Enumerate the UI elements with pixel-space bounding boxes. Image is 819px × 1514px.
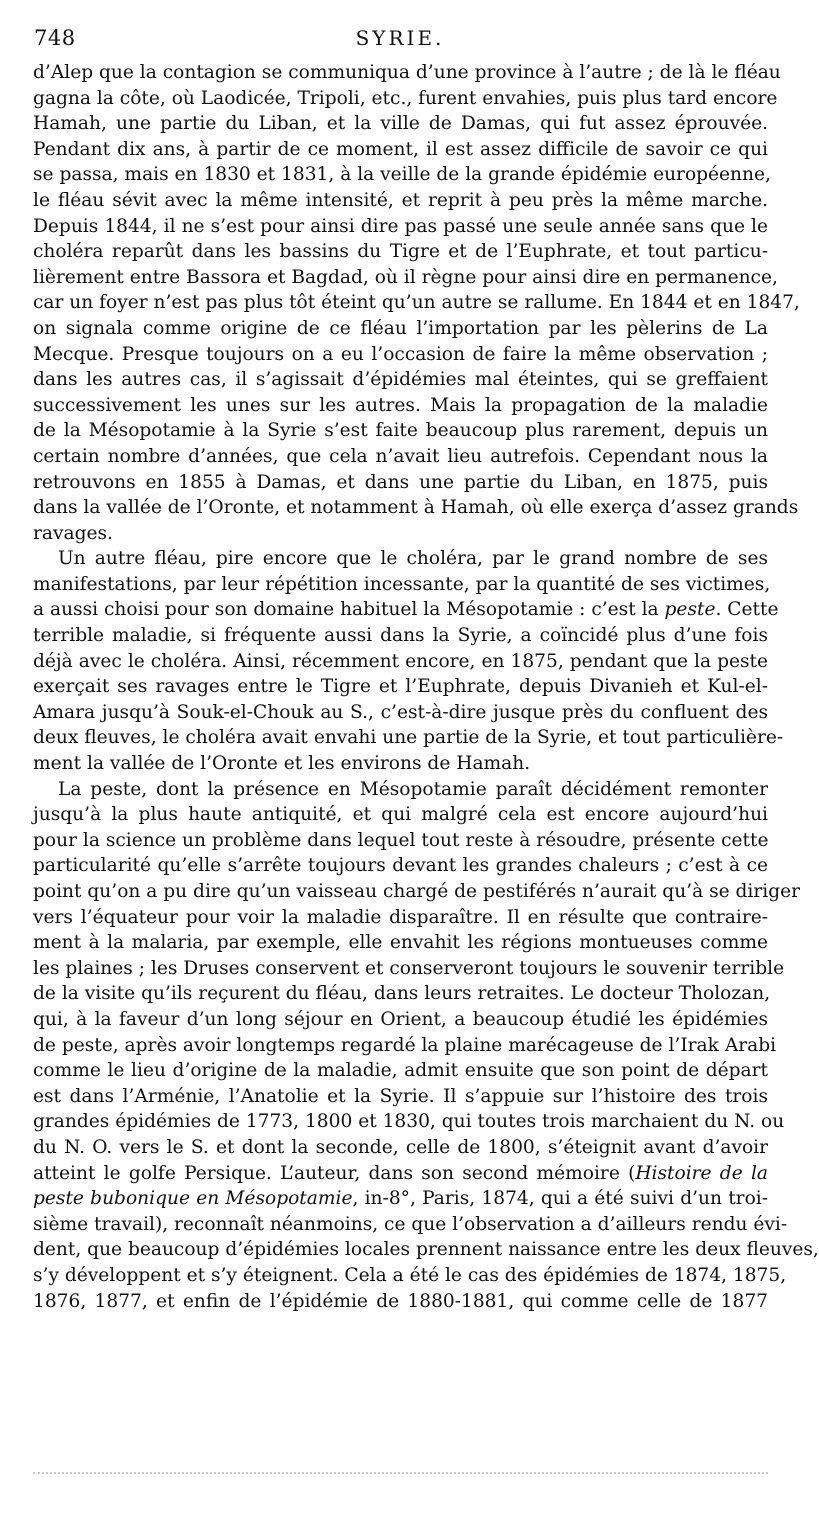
paragraph-1: [33, 60, 800, 546]
text-line: de peste, après avoir longtemps regardé la plaine marécageuse de l’Irak Arabi: [33, 1034, 777, 1056]
text-line: le fléau sévit avec la même intensité, et reprit à peu près la même marche.: [33, 189, 768, 211]
text-line: est dans l’Arménie, l’Anatolie et la Syrie. Il s’appuie sur l’histoire des trois: [33, 1085, 768, 1107]
text-line: Amara jusqu’à Souk-el-Chouk au S., c’est-à-dire jusque près du confluent des: [33, 701, 768, 723]
text-line: manifestations, par leur répétition incessante, par la quantité de ses victimes,: [33, 573, 771, 595]
text-line: comme le lieu d’origine de la maladie, admit ensuite que son point de départ: [33, 1060, 768, 1082]
text-line: de la Mésopotamie à la Syrie s’est faite beaucoup plus rarement, depuis un: [33, 420, 768, 442]
text-line: sième travail), reconnaît néanmoins, ce que l’observation a d’ailleurs rendu évi-: [33, 1213, 788, 1235]
text-line: [33, 1161, 768, 1187]
italic-title: Histoire de la: [635, 1162, 769, 1184]
text-line: [33, 597, 779, 623]
italic-term: peste: [664, 599, 716, 621]
text-line: les plaines ; les Druses conservent et conserveront toujours le souvenir terrible: [33, 957, 785, 979]
text-line: s’y développent et s’y éteignent. Cela a été le cas des épidémies de 1874, 1875,: [33, 1264, 787, 1286]
running-head: SYRIE.: [355, 26, 445, 50]
text-line: successivement les unes sur les autres. Mais la propagation de la maladie: [33, 394, 768, 416]
text-line: on signala comme origine de ce fléau l’importation par les pèlerins de La: [33, 317, 768, 339]
footer-rule: [33, 1472, 768, 1474]
text-line: choléra reparût dans les bassins du Tigre et de l’Euphrate, et tout particu-: [33, 241, 768, 263]
text-line: gagna la côte, où Laodicée, Tripoli, etc., furent envahies, puis plus tard encore: [33, 87, 778, 109]
text-line: certain nombre d’années, que cela n’avait lieu autrefois. Cependant nous la: [33, 445, 768, 467]
text-line: ravages.: [33, 522, 113, 544]
text-line: qui, à la faveur d’un long séjour en Orient, a beaucoup étudié les épidémies: [33, 1008, 768, 1030]
text-line: deux fleuves, le choléra avait envahi une partie de la Syrie, et tout particulière-: [33, 727, 784, 749]
text-line: dent, que beaucoup d’épidémies locales prennent naissance entre les deux fleuves,: [33, 1239, 819, 1261]
text-line: d’Alep que la contagion se communiqua d’une province à l’autre ; de là le fléau: [33, 62, 781, 83]
text-segment: atteint le golfe Persique. L’auteur, dans son second mémoire (: [33, 1162, 636, 1184]
text-line: ment la vallée de l’Oronte et les environs de Hamah.: [33, 753, 531, 775]
text-line: lièrement entre Bassora et Bagdad, où il règne pour ainsi dire en permanence,: [33, 266, 778, 288]
text-line: pour la science un problème dans lequel tout reste à résoudre, présente cette: [33, 829, 769, 851]
body-text: [33, 60, 819, 1314]
text-line: Mecque. Presque toujours on a eu l’occasion de faire la même observation ;: [33, 343, 768, 365]
text-line: particularité qu’elle s’arrête toujours devant les grandes chaleurs ; c’est à ce: [33, 855, 768, 877]
text-line: dans les autres cas, il s’agissait d’épidémies mal éteintes, qui se greffaient: [33, 369, 768, 391]
text-segment: a aussi choisi pour son domaine habituel la Mésopotamie : c’est la: [33, 599, 665, 621]
text-line: de la visite qu’ils reçurent du fléau, dans leurs retraites. Le docteur Tholozan,: [33, 983, 771, 1005]
text-line: Depuis 1844, il ne s’est pour ainsi dire pas passé une seule année sans que le: [33, 215, 768, 237]
text-line: point qu’on a pu dire qu’un vaisseau chargé de pestiférés n’aurait qu’à se diriger: [33, 881, 801, 902]
page-header: [30, 26, 770, 58]
text-line: jusqu’à la plus haute antiquité, et qui malgré cela est encore aujourd’hui: [33, 804, 768, 826]
text-segment: . Cette: [715, 599, 779, 621]
text-line: terrible maladie, si fréquente aussi dans la Syrie, a coïncidé plus d’une fois: [33, 625, 768, 647]
text-line: ment à la malaria, par exemple, elle envahit les régions montueuses comme: [33, 932, 768, 954]
text-line: Hamah, une partie du Liban, et la ville de Damas, qui fut assez éprouvée.: [33, 113, 768, 135]
text-line: dans la vallée de l’Oronte, et notamment à Hamah, où elle exerça d’assez grands: [33, 497, 799, 519]
text-line: vers l’équateur pour voir la maladie disparaître. Il en résulte que contraire-: [33, 906, 768, 928]
italic-title: peste bubonique en Mésopotamie: [33, 1188, 353, 1210]
text-segment: , in-8°, Paris, 1874, qui a été suivi d’un troi-: [352, 1188, 768, 1210]
text-line: [33, 1186, 768, 1212]
text-line: déjà avec le choléra. Ainsi, récemment encore, en 1875, pendant que la peste: [33, 650, 768, 672]
text-line: car un foyer n’est pas plus tôt éteint qu’un autre se rallume. En 1844 et en 1847,: [33, 292, 800, 314]
text-line: du N. O. vers le S. et dont la seconde, celle de 1800, s’éteignit avant d’avoir: [33, 1136, 768, 1158]
text-line: grandes épidémies de 1773, 1800 et 1830, qui toutes trois marchaient du N. ou: [33, 1111, 785, 1133]
text-line: retrouvons en 1855 à Damas, et dans une partie du Liban, en 1875, puis: [33, 471, 768, 493]
text-line: exerçait ses ravages entre le Tigre et l’Euphrate, depuis Divanieh et Kul-el-: [33, 676, 768, 698]
paragraph-3: [33, 777, 819, 1314]
text-line: Pendant dix ans, à partir de ce moment, il est assez difficile de savoir ce qui: [33, 138, 768, 160]
text-line: se passa, mais en 1830 et 1831, à la veille de la grande épidémie européenne,: [33, 164, 771, 186]
text-line: Un autre fléau, pire encore que le choléra, par le grand nombre de ses: [58, 548, 768, 570]
page-number: 748: [34, 26, 76, 50]
text-line: 1876, 1877, et enfin de l’épidémie de 1880-1881, qui comme celle de 1877: [33, 1290, 768, 1312]
text-line: La peste, dont la présence en Mésopotamie paraît décidément remonter: [58, 778, 768, 800]
paragraph-2: [33, 546, 784, 776]
